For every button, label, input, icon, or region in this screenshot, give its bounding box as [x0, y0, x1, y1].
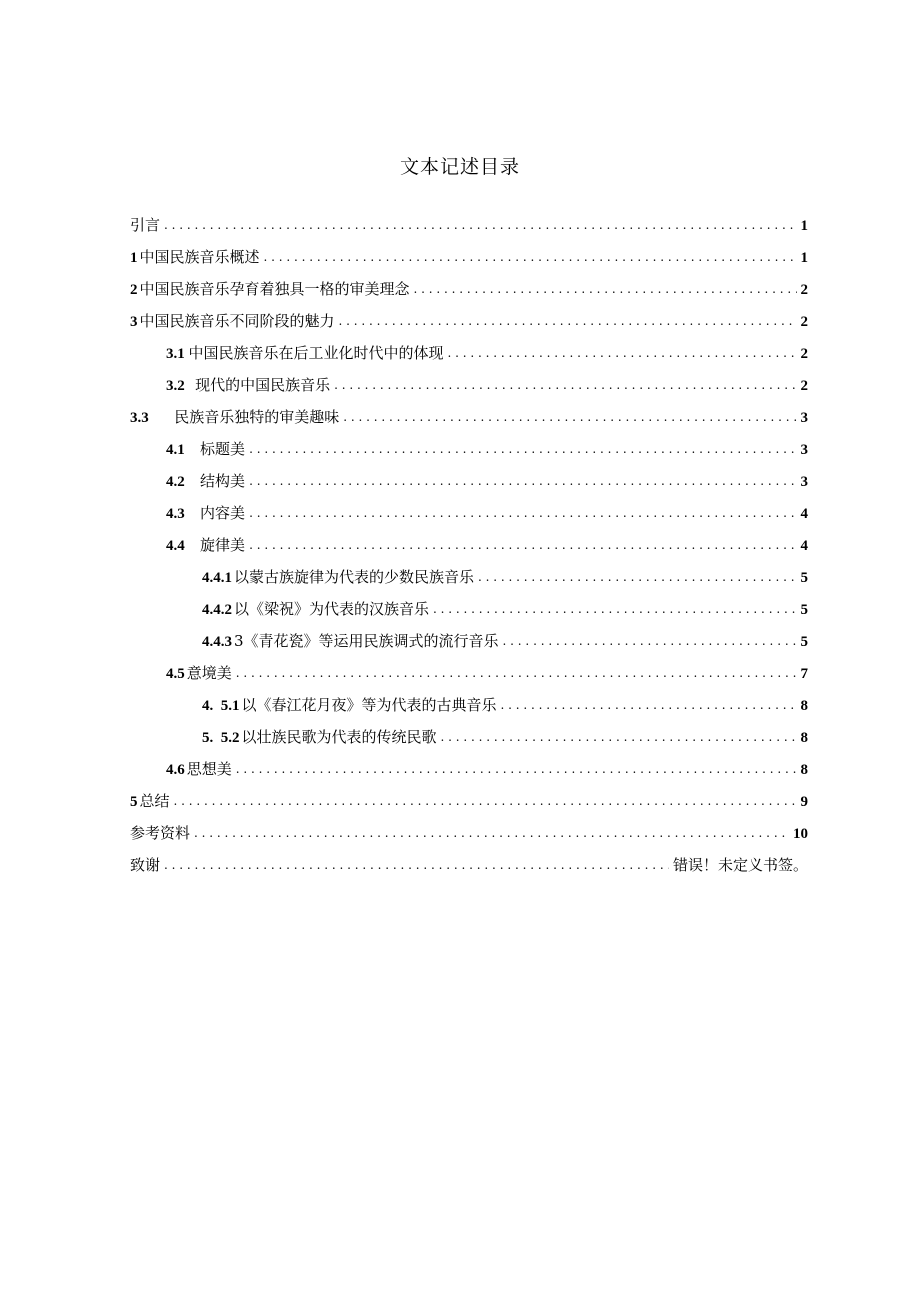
toc-label: 结构美: [200, 472, 246, 490]
toc-number: 5: [130, 794, 138, 810]
toc-label: 现代的中国民族音乐: [195, 376, 331, 394]
toc-page-number: 5: [800, 602, 808, 618]
toc-number: 4.4.2: [202, 602, 232, 618]
toc-number: 4.4.1: [202, 570, 232, 586]
table-of-contents: [130, 214, 808, 886]
toc-label: 民族音乐独特的审美趣味: [174, 408, 340, 426]
toc-label: 旋律美: [200, 536, 246, 554]
dot-leader: [503, 634, 797, 648]
toc-label: 中国民族音乐孕育着独具一格的审美理念: [139, 280, 410, 298]
dot-leader: [501, 698, 797, 712]
toc-label: 总结: [139, 792, 170, 810]
toc-entry[interactable]: [130, 470, 808, 502]
toc-page-number: 4: [800, 506, 808, 522]
toc-page-number: 8: [800, 762, 808, 778]
toc-page-number: 5: [800, 570, 808, 586]
dot-leader: [414, 282, 797, 296]
toc-number: 4.1: [166, 442, 185, 458]
toc-entry[interactable]: [130, 790, 808, 822]
toc-label: 内容美: [200, 504, 246, 522]
dot-leader: [264, 250, 797, 264]
dot-leader: [174, 794, 797, 808]
toc-number: 2: [130, 282, 138, 298]
toc-entry[interactable]: [130, 758, 808, 790]
toc-page-number: 2: [800, 378, 808, 394]
toc-number: 4. 5.1: [202, 698, 240, 714]
toc-label: 以壮族民歌为代表的传统民歌: [241, 728, 437, 746]
dot-leader: [249, 506, 796, 520]
toc-label: 3《青花瓷》等运用民族调式的流行音乐: [234, 632, 499, 650]
toc-entry[interactable]: [130, 342, 808, 374]
toc-entry[interactable]: [130, 566, 808, 598]
toc-label: 标题美: [200, 440, 246, 458]
toc-entry[interactable]: [130, 534, 808, 566]
dot-leader: [194, 826, 789, 840]
toc-page-number: 3: [800, 442, 808, 458]
toc-label: 中国民族音乐不同阶段的魅力: [139, 312, 335, 330]
toc-label: 思想美: [186, 760, 232, 778]
dot-leader: [164, 858, 669, 872]
toc-page-number: 2: [800, 314, 808, 330]
toc-number: 3.1: [166, 346, 185, 362]
toc-page-number: 5: [800, 634, 808, 650]
toc-entry[interactable]: [130, 246, 808, 278]
dot-leader: [433, 602, 796, 616]
page-title: 文本记述目录: [399, 156, 520, 178]
toc-page-number: 错误！未定义书签。: [672, 856, 808, 874]
toc-entry[interactable]: [130, 694, 808, 726]
toc-page-number: 3: [800, 474, 808, 490]
toc-page-number: 8: [800, 730, 808, 746]
toc-number: 4.4.3: [202, 634, 232, 650]
dot-leader: [249, 442, 796, 456]
toc-label: 致谢: [130, 856, 161, 874]
toc-number: 3: [130, 314, 138, 330]
toc-number: 4.6: [166, 762, 185, 778]
toc-label: 引言: [130, 216, 161, 234]
toc-page-number: 3: [800, 410, 808, 426]
dot-leader: [236, 762, 797, 776]
toc-entry[interactable]: [130, 214, 808, 246]
dot-leader: [447, 346, 796, 360]
toc-page-number: 7: [800, 666, 808, 682]
toc-label: 以《春江花月夜》等为代表的古典音乐: [241, 696, 497, 714]
toc-entry[interactable]: [130, 662, 808, 694]
toc-label: 中国民族音乐概述: [139, 248, 260, 266]
toc-entry[interactable]: [130, 374, 808, 406]
toc-page-number: 9: [800, 794, 808, 810]
toc-entry[interactable]: [130, 406, 808, 438]
toc-entry[interactable]: [130, 726, 808, 758]
toc-number: 5. 5.2: [202, 730, 240, 746]
toc-entry[interactable]: [130, 438, 808, 470]
toc-page-number: 1: [800, 218, 808, 234]
toc-number: 4.2: [166, 474, 185, 490]
toc-page-number: 2: [800, 282, 808, 298]
toc-entry[interactable]: [130, 310, 808, 342]
dot-leader: [339, 314, 797, 328]
toc-number: 3.2: [166, 378, 185, 394]
toc-label: 以蒙古族旋律为代表的少数民族音乐: [234, 568, 475, 586]
dot-leader: [249, 538, 796, 552]
toc-page-number: 1: [800, 250, 808, 266]
toc-entry[interactable]: [130, 822, 808, 854]
toc-page-number: 4: [800, 538, 808, 554]
toc-label: 参考资料: [130, 824, 191, 842]
toc-entry[interactable]: [130, 598, 808, 630]
dot-leader: [164, 218, 796, 232]
toc-label: 以《梁祝》为代表的汉族音乐: [234, 600, 430, 618]
toc-number: 4.3: [166, 506, 185, 522]
toc-number: 4.4: [166, 538, 185, 554]
dot-leader: [249, 474, 796, 488]
toc-page-number: 10: [793, 826, 808, 842]
toc-number: 4.5: [166, 666, 185, 682]
dot-leader: [334, 378, 796, 392]
toc-number: 3.3: [130, 410, 149, 426]
dot-leader: [343, 410, 796, 424]
dot-leader: [478, 570, 796, 584]
dot-leader: [236, 666, 797, 680]
toc-entry[interactable]: [130, 854, 808, 886]
toc-page-number: 8: [800, 698, 808, 714]
toc-label: 中国民族音乐在后工业化时代中的体现: [188, 344, 444, 362]
toc-entry[interactable]: [130, 502, 808, 534]
dot-leader: [441, 730, 797, 744]
toc-number: 1: [130, 250, 138, 266]
toc-page-number: 2: [800, 346, 808, 362]
toc-label: 意境美: [186, 664, 232, 682]
toc-entry[interactable]: [130, 278, 808, 310]
toc-entry[interactable]: [130, 630, 808, 662]
